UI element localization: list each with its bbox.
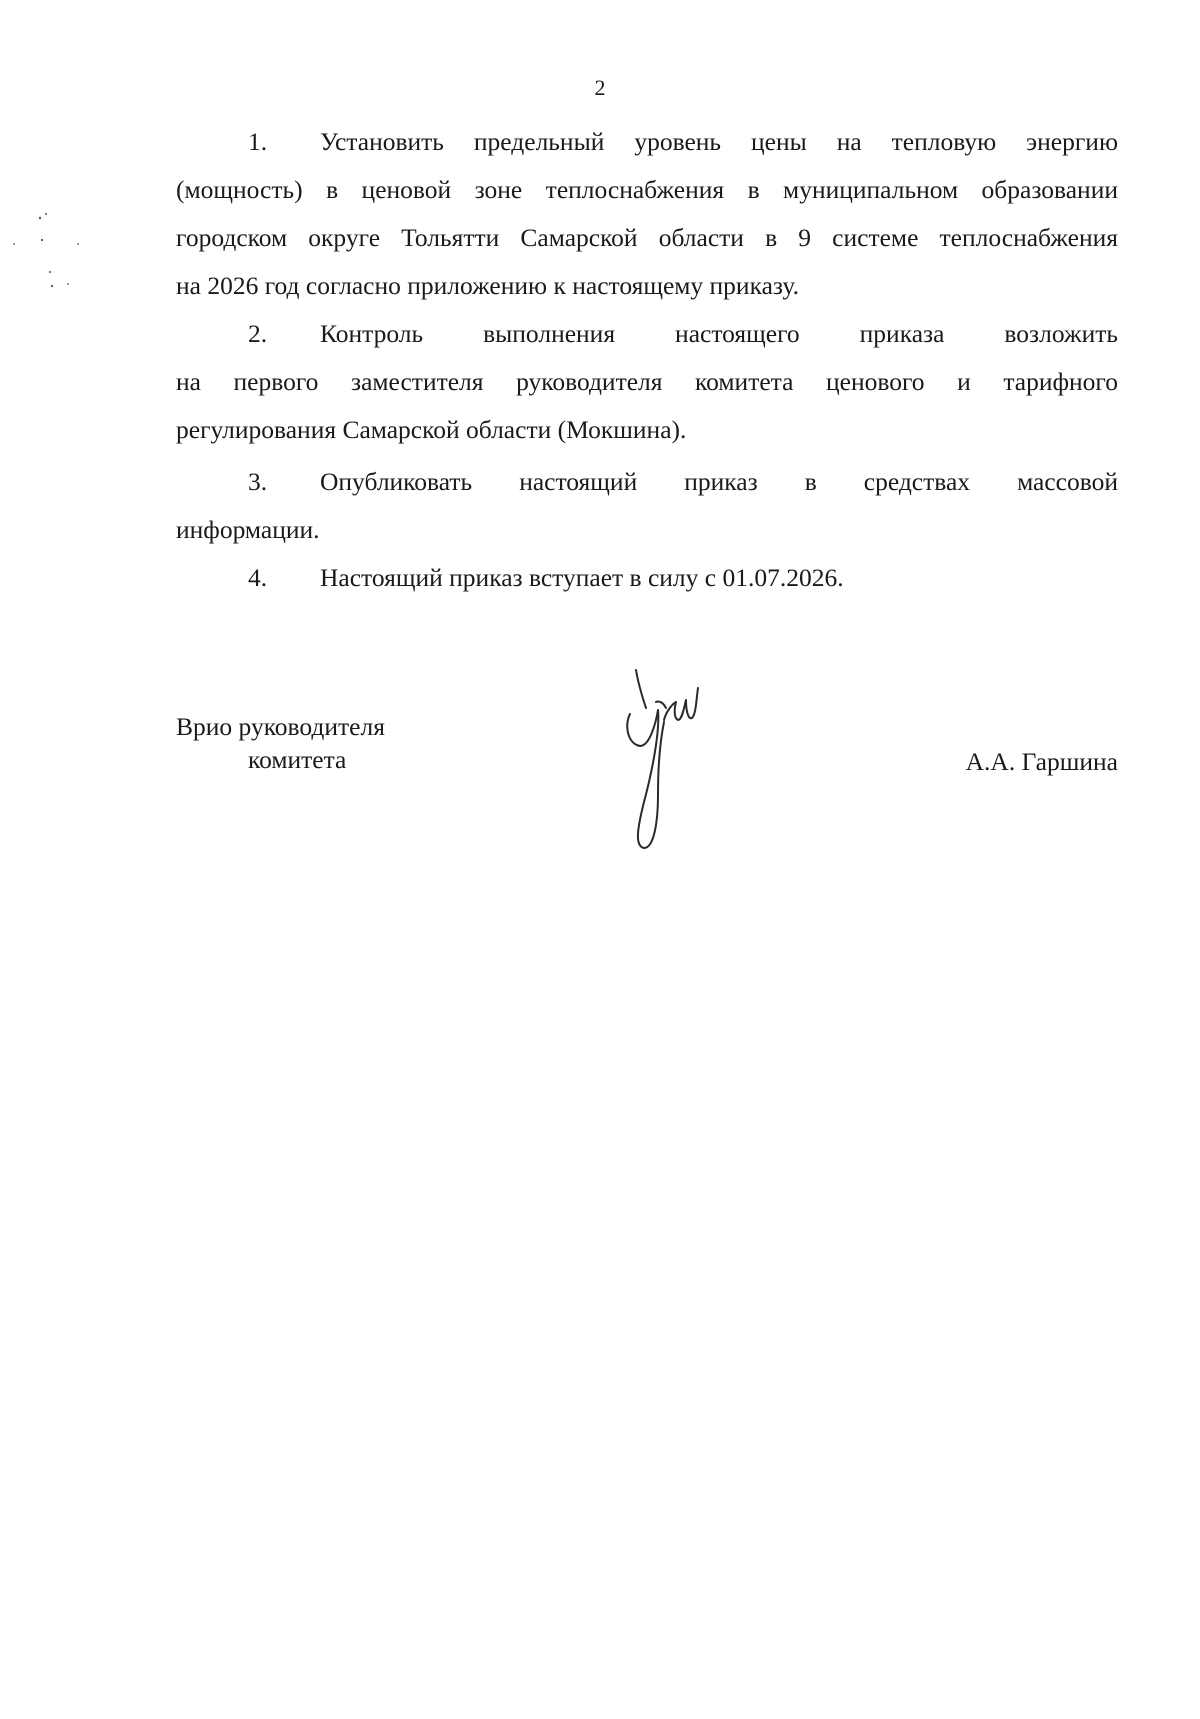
item-2-line-2: на первого заместителя руководителя комитета ценового и тарифного <box>176 367 1118 396</box>
item-3-number: 3. <box>248 467 268 496</box>
item-3-line-1: 3. Опубликовать настоящий приказ в средствах массовой <box>176 458 1118 506</box>
signatory-position <box>176 710 385 776</box>
item-2-line-3: регулирования Самарской области (Мокшина). <box>176 415 687 444</box>
item-1-number: 1. <box>248 127 268 156</box>
item-1-line-2: (мощность) в ценовой зоне теплоснабжения в муниципальном образовании <box>176 175 1118 204</box>
scan-specks <box>0 210 90 310</box>
signer-name: А.А. Гаршина <box>965 747 1118 776</box>
item-1-line-1: 1. Установить предельный уровень цены на тепловую энергию <box>176 118 1118 166</box>
item-4-number: 4. <box>248 563 268 592</box>
item-3-line-2: информации. <box>176 515 320 544</box>
item-1-line-3: городском округе Тольятти Самарской области в 9 системе теплоснабжения <box>176 223 1118 252</box>
handwritten-signature <box>620 662 720 862</box>
signatory-position-line-2: комитета <box>248 745 347 774</box>
signatory-position-line-1: Врио руководителя <box>176 712 385 741</box>
item-1-line-4: на 2026 год согласно приложению к настоящему приказу. <box>176 271 800 300</box>
item-2-number: 2. <box>248 319 268 348</box>
item-2-line-1: 2. Контроль выполнения настоящего приказа возложить <box>176 310 1118 358</box>
page-number: 2 <box>594 75 606 100</box>
item-4-line-1: 4. Настоящий приказ вступает в силу с 01.07.2026. <box>176 554 1118 602</box>
